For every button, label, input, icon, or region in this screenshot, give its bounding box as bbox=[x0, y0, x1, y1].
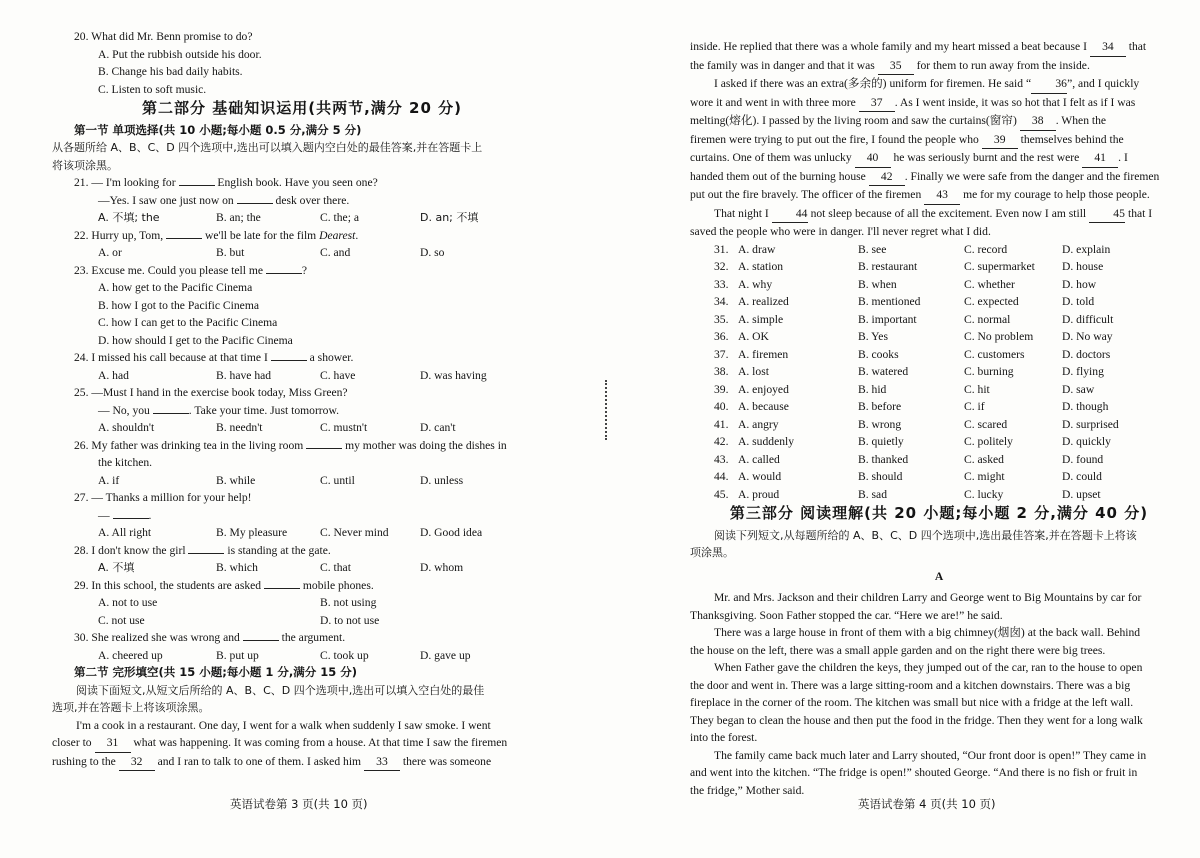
part2-title: 第二部分 基础知识运用(共两节,满分 20 分) bbox=[142, 99, 462, 117]
q27-options: A. All right B. My pleasure C. Never mind D. Good idea bbox=[98, 526, 483, 539]
q30-options: A. cheered up B. put up C. took up D. gave up bbox=[98, 648, 471, 662]
q26-stem: 26. My father was drinking tea in the living room my mother was doing the dishes in bbox=[74, 438, 507, 452]
choice-row-39: 39. A. enjoyed B. hid C. hit D. saw bbox=[714, 382, 1095, 396]
choice-row-34: 34. A. realized B. mentioned C. expected D. told bbox=[714, 295, 1095, 308]
cloze-r-line-9: put out the fire bravely. The officer of the firemen 43 me for my courage to help those people. bbox=[690, 186, 1188, 205]
cloze-r-line-8: handed them out of the burning house 42 . Finally we were safe from the danger and the firemen bbox=[690, 168, 1188, 187]
blank-34: 34 bbox=[1090, 38, 1126, 57]
passage-line-4: the house on the left, there was a small apple garden and on the right there were big trees. bbox=[690, 643, 1106, 657]
blank-32: 32 bbox=[119, 753, 155, 772]
q26-options: A. if B. while C. until D. unless bbox=[98, 473, 464, 487]
choice-row-45: 45. A. proud B. sad C. lucky D. upset bbox=[714, 487, 1101, 501]
part3-instruction-2: 项涂黑。 bbox=[690, 546, 734, 559]
q29-stem: 29. In this school, the students are asked mobile phones. bbox=[74, 578, 374, 592]
q23-stem: 23. Excuse me. Could you please tell me ? bbox=[74, 263, 308, 277]
passage-line-11: and went into the kitchen. “The fridge is open!” shouted George. “And there is no fish or fruit in bbox=[690, 766, 1138, 779]
choice-row-36: 36. A. OK B. Yes C. No problem D. No way bbox=[714, 330, 1113, 343]
cloze-r-line-6: firemen were trying to put out the fire, I found the people who 39 themselves behind the bbox=[690, 131, 1188, 150]
q25-options: A. shouldn't B. needn't C. mustn't D. can't bbox=[98, 421, 456, 434]
sec1-instruction-2: 将该项涂黑。 bbox=[52, 158, 118, 172]
blank-44: 44 bbox=[772, 205, 808, 224]
choice-row-40: 40. A. because B. before C. if D. though bbox=[714, 400, 1109, 413]
q27-line1: 27. — Thanks a million for your help! bbox=[74, 491, 252, 504]
q26-line2: the kitchen. bbox=[98, 456, 153, 469]
q28-stem: 28. I don't know the girl is standing at the gate. bbox=[74, 543, 331, 557]
part3-instruction-1: 阅读下列短文,从每题所给的 A、B、C、D 四个选项中,选出最佳答案,并在答题卡上将该 bbox=[714, 528, 1137, 542]
choice-row-42: 42. A. suddenly B. quietly C. politely D. quickly bbox=[714, 435, 1111, 448]
q21-line2: —Yes. I saw one just now on desk over there. bbox=[98, 193, 350, 207]
blank-41: 41 bbox=[1082, 149, 1118, 168]
blank-43: 43 bbox=[924, 186, 960, 205]
choice-row-38: 38. A. lost B. watered C. burning D. flying bbox=[714, 365, 1104, 378]
q22-stem: 22. Hurry up, Tom, we'll be late for the film Dearest. bbox=[74, 228, 359, 242]
q20-stem: 20. What did Mr. Benn promise to do? bbox=[74, 30, 253, 43]
q21-line1: 21. — I'm looking for English book. Have you seen one? bbox=[74, 176, 378, 189]
passage-line-5: When Father gave the children the keys, they jumped out of the car, ran to the house to open bbox=[714, 661, 1143, 674]
passage-line-8: They began to clean the house and then put the food in the fridge. Then they went for a long walk bbox=[690, 713, 1143, 727]
blank-38: 38 bbox=[1020, 112, 1056, 131]
blank-35: 35 bbox=[878, 57, 914, 76]
cloze-line-2: closer to 31 what was happening. It was coming from a house. At that time I saw the firemen bbox=[52, 734, 552, 753]
cloze-r-line-7: curtains. One of them was unlucky 40 he was seriously burnt and the rest were 41 . I bbox=[690, 149, 1188, 168]
page-3-footer: 英语试卷第 3 页(共 10 页) bbox=[230, 797, 368, 811]
q20-option-c: C. Listen to soft music. bbox=[98, 82, 207, 96]
blank-42: 42 bbox=[869, 168, 905, 187]
q20-option-b: B. Change his bad daily habits. bbox=[98, 65, 243, 78]
sec1-title: 第一节 单项选择(共 10 小题;每小题 0.5 分,满分 5 分) bbox=[74, 122, 362, 137]
blank-39: 39 bbox=[982, 131, 1018, 150]
q23-option-b: B. how I got to the Pacific Cinema bbox=[98, 298, 259, 312]
cloze-r-line-2: the family was in danger and that it was 35 for them to run away from the inside. bbox=[690, 57, 1188, 76]
choice-row-32: 32. A. station B. restaurant C. supermarket D. house bbox=[714, 260, 1104, 273]
q27-line2: — . bbox=[98, 508, 152, 522]
page-4-footer: 英语试卷第 4 页(共 10 页) bbox=[858, 797, 996, 811]
blank-36: 36 bbox=[1031, 75, 1067, 94]
passage-line-2: Thanksgiving. Soon Father stopped the car. “Here we are!” he said. bbox=[690, 608, 1003, 622]
choice-row-44: 44. A. would B. should C. might D. could bbox=[714, 470, 1102, 483]
blank-40: 40 bbox=[855, 149, 891, 168]
sec2-title: 第二节 完形填空(共 15 小题;每小题 1 分,满分 15 分) bbox=[74, 665, 358, 679]
blank-31: 31 bbox=[95, 734, 131, 753]
cloze-r-line-1: inside. He replied that there was a whole family and my heart missed a beat because I 34 that bbox=[690, 38, 1188, 57]
page-3-content bbox=[52, 28, 552, 771]
blank-33: 33 bbox=[364, 753, 400, 772]
cloze-line-3: rushing to the 32 and I ran to talk to one of them. I asked him 33 there was someone bbox=[52, 753, 552, 772]
passage-a-label: A bbox=[934, 569, 944, 583]
choice-row-41: 41. A. angry B. wrong C. scared D. surprised bbox=[714, 417, 1119, 431]
sec2-instruction-1: 阅读下面短文,从短文后所给的 A、B、C、D 四个选项中,选出可以填入空白处的最佳 bbox=[76, 683, 485, 697]
part3-title: 第三部分 阅读理解(共 20 小题;每小题 2 分,满分 40 分) bbox=[729, 504, 1149, 522]
blank-45: 45 bbox=[1089, 205, 1125, 224]
choice-row-37: 37. A. firemen B. cooks C. customers D. doctors bbox=[714, 347, 1111, 361]
sec1-instruction-1: 从各题所给 A、B、C、D 四个选项中,选出可以填入题内空白处的最佳答案,并在答题卡上 bbox=[52, 141, 483, 154]
q21-blank-1 bbox=[179, 185, 215, 186]
q30-stem: 30. She realized she was wrong and the argument. bbox=[74, 631, 346, 644]
q21-blank-2 bbox=[237, 203, 273, 204]
q23-option-c: C. how I can get to the Pacific Cinema bbox=[98, 316, 278, 329]
q29-options-ab: A. not to use B. not using bbox=[98, 596, 377, 609]
q25-line2: — No, you . Take your time. Just tomorrow. bbox=[98, 403, 339, 417]
cloze-r-line-4: wore it and went in with three more 37 . As I went inside, it was so hot that I felt as if I was bbox=[690, 94, 1188, 113]
choice-row-31: 31. A. draw B. see C. record D. explain bbox=[714, 242, 1111, 256]
cloze-r-line-10: That night I 44 not sleep because of all the excitement. Even now I am still 45 that I bbox=[690, 205, 1188, 224]
q24-options: A. had B. have had C. have D. was having bbox=[98, 368, 487, 382]
q25-line1: 25. —Must I hand in the exercise book today, Miss Green? bbox=[74, 386, 348, 399]
choice-row-43: 43. A. called B. thanked C. asked D. found bbox=[714, 452, 1104, 466]
passage-line-3: There was a large house in front of them with a big chimney(烟囱) at the back wall. Behind bbox=[714, 626, 1141, 639]
cloze-r-line-3: I asked if there was an extra(多余的) uniform for firemen. He said “ 36”, and I quickly bbox=[690, 75, 1188, 94]
q23-option-d: D. how should I get to the Pacific Cinema bbox=[98, 333, 293, 347]
blank-37: 37 bbox=[859, 94, 895, 113]
passage-line-1: Mr. and Mrs. Jackson and their children Larry and George went to Big Mountains by car for bbox=[714, 591, 1142, 604]
q21-options: A. 不填; the B. an; the C. the; a D. an; 不填 bbox=[98, 211, 479, 224]
q29-options-cd: C. not use D. to not use bbox=[98, 613, 380, 627]
passage-line-7: fireplace in the corner of the room. The kitchen was small but nice with a fridge at the left wall. bbox=[690, 696, 1134, 709]
cloze-choices bbox=[690, 241, 1188, 504]
q23-option-a: A. how get to the Pacific Cinema bbox=[98, 281, 253, 294]
q22-options: A. or B. but C. and D. so bbox=[98, 246, 445, 259]
q28-options: A. 不填 B. which C. that D. whom bbox=[98, 561, 464, 574]
page-4 bbox=[600, 0, 1200, 858]
sec2-instruction-2: 选项,并在答题卡上将该项涂黑。 bbox=[52, 701, 210, 714]
cloze-r-line-5: melting(熔化). I passed by the living room and saw the curtains(窗帘) 38 . When the bbox=[690, 112, 1188, 131]
q24-stem: 24. I missed his call because at that time I a shower. bbox=[74, 351, 354, 364]
q20-option-a: A. Put the rubbish outside his door. bbox=[98, 47, 262, 61]
page-4-content bbox=[690, 38, 1188, 799]
passage-line-12: the fridge,” Mother said. bbox=[690, 783, 805, 797]
passage-line-6: the door and went in. There was a large sitting-room and a kitchen downstairs. There was a big bbox=[690, 678, 1131, 692]
passage-line-9: into the forest. bbox=[690, 731, 758, 744]
passage-line-10: The family came back much later and Larry shouted, “Our front door is open!” They came in bbox=[714, 748, 1147, 762]
cloze-r-line-11: saved the people who were in danger. I'll never regret what I did. bbox=[690, 225, 991, 238]
cloze-line-1: I'm a cook in a restaurant. One day, I went for a walk when suddenly I saw smoke. I went bbox=[76, 718, 491, 732]
choice-row-33: 33. A. why B. when C. whether D. how bbox=[714, 277, 1097, 291]
choice-row-35: 35. A. simple B. important C. normal D. difficult bbox=[714, 312, 1114, 326]
